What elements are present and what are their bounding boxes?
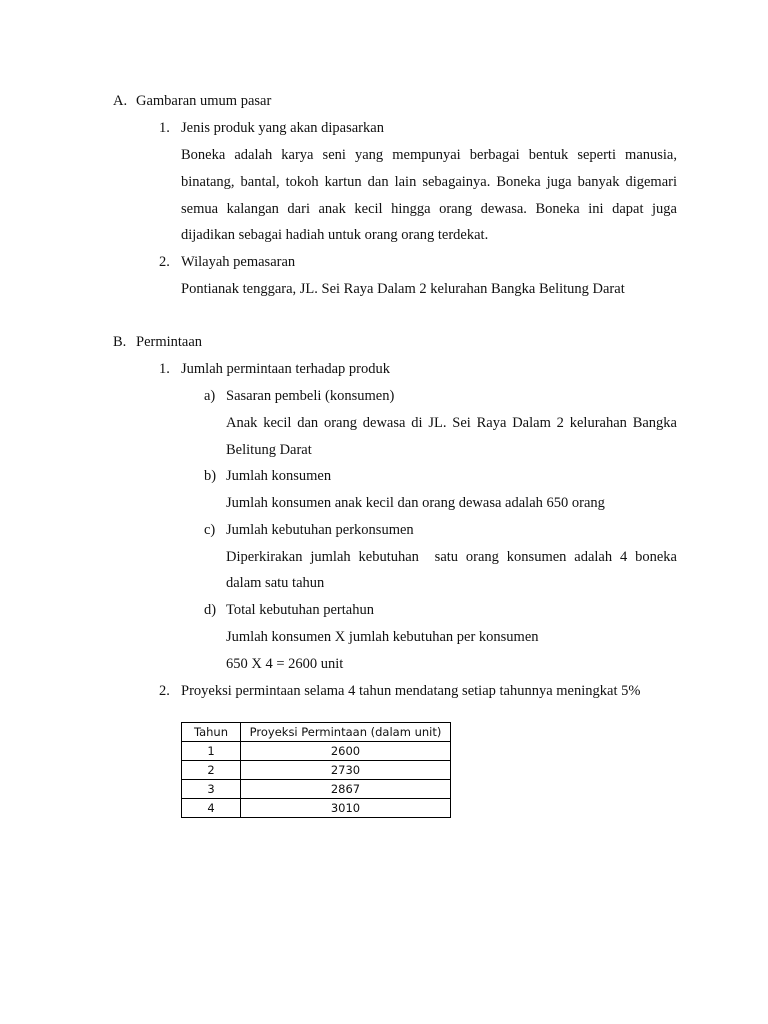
cell-year: 3 [182,780,241,799]
table-header-row [182,723,451,742]
sub-item-c-title: Jumlah kebutuhan perkonsumen [226,522,414,538]
paragraph-line: Anak kecil dan orang dewasa di JL. Sei Raya Dalam 2 kelurahan Bangka [226,415,677,431]
item-a2-text: Pontianak tenggara, JL. Sei Raya Dalam 2 kelurahan Bangka Belitung Darat [181,281,625,297]
sub-item-b-title: Jumlah konsumen [226,468,332,484]
formula-text: Jumlah konsumen X jumlah kebutuhan per konsumen [226,629,539,645]
paragraph-line: Belitung Darat [226,442,312,458]
paragraph-line: dalam satu tahun [226,575,325,591]
sub-item-d-title: Total kebutuhan pertahun [226,602,374,618]
cell-units: 3010 [241,799,451,818]
cell-units: 2730 [241,761,451,780]
item-a2-number: 2. [159,254,170,270]
sub-item-c-marker: c) [204,522,216,538]
cell-year: 2 [182,761,241,780]
item-b2-title: Proyeksi permintaan selama 4 tahun mendatang setiap tahunnya meningkat 5% [181,683,641,699]
cell-units: 2867 [241,780,451,799]
paragraph-line: dijadikan sebagai hadiah untuk orang orang terdekat. [181,227,489,243]
sub-item-b-text: Jumlah konsumen anak kecil dan orang dewasa adalah 650 orang [226,495,605,511]
sub-item-a-marker: a) [204,388,216,404]
cell-year: 4 [182,799,241,818]
item-a1-number: 1. [159,120,170,136]
table-row [182,761,451,780]
paragraph-line: Boneka adalah karya seni yang mempunyai berbagai bentuk seperti manusia, [181,147,677,163]
table-row [182,799,451,818]
item-b1-number: 1. [159,361,170,377]
section-b-marker: B. [113,334,127,350]
item-b2-number: 2. [159,683,170,699]
section-a-title: Gambaran umum pasar [136,93,272,109]
item-a2-title: Wilayah pemasaran [181,254,296,270]
paragraph-line: semua kalangan dari anak kecil hingga orang dewasa. Boneka ini dapat juga [181,201,677,217]
header-tahun: Tahun [182,723,241,742]
item-b1-title: Jumlah permintaan terhadap produk [181,361,390,377]
paragraph-line: binatang, bantal, tokoh kartun dan lain sebagainya. Boneka juga banyak digemari [181,174,677,190]
paragraph-line: Diperkirakan jumlah kebutuhan satu orang konsumen adalah 4 boneka [226,549,677,565]
header-proyeksi: Proyeksi Permintaan (dalam unit) [241,723,451,742]
cell-units: 2600 [241,742,451,761]
sub-item-a-title: Sasaran pembeli (konsumen) [226,388,395,404]
section-b-title: Permintaan [136,334,203,350]
sub-item-d-marker: d) [204,602,217,618]
item-a1-title: Jenis produk yang akan dipasarkan [181,120,384,136]
table-row [182,742,451,761]
projection-table [181,722,451,818]
formula-result: 650 X 4 = 2600 unit [226,656,344,672]
sub-item-b-marker: b) [204,468,217,484]
cell-year: 1 [182,742,241,761]
table-row [182,780,451,799]
section-a-marker: A. [113,93,128,109]
